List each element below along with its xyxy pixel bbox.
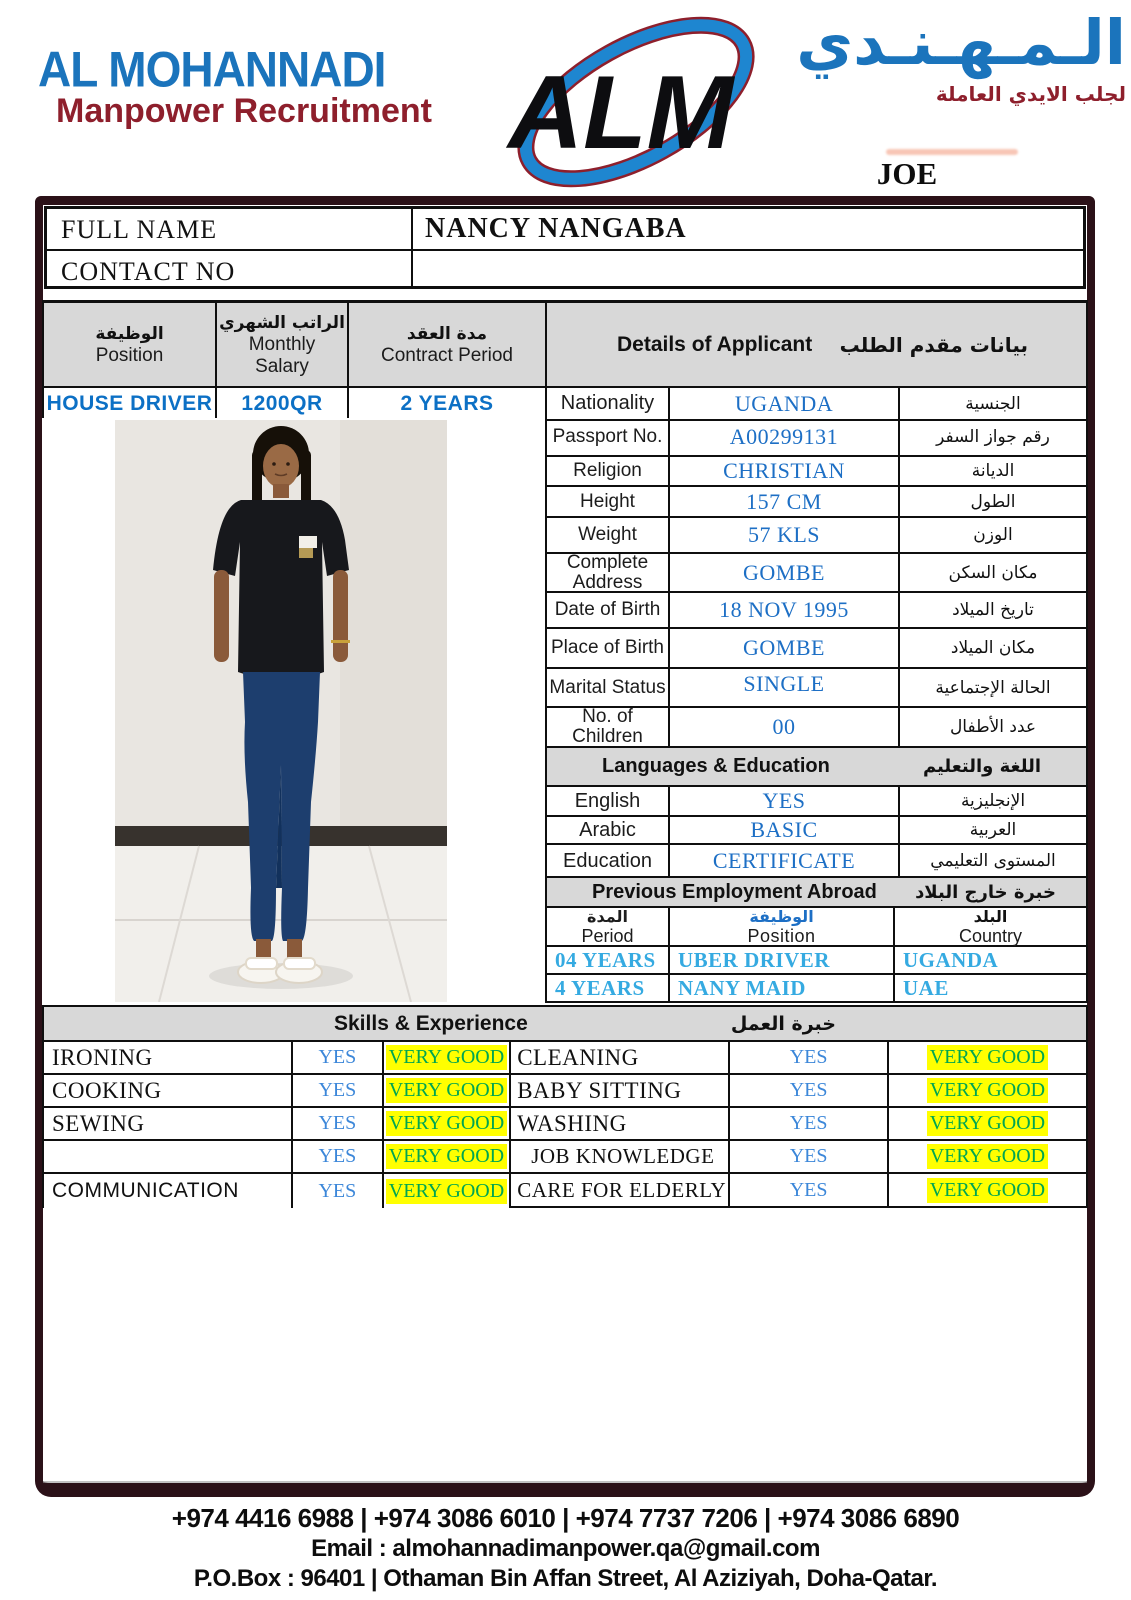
pob-label: Place of Birth [547, 629, 670, 667]
english-row [547, 787, 1086, 817]
position-header-en: Position [95, 344, 164, 366]
marital-value: SINGLE [670, 669, 900, 706]
employment-country-header: البلد Country [958, 907, 1023, 946]
english-label: English [547, 787, 670, 815]
skill-rating: VERY GOOD [384, 1174, 512, 1208]
brand-name: AL MOHANNADI [38, 41, 386, 98]
religion-row [547, 457, 1086, 487]
employment-header-ar: خبرة خارج البلاد [915, 881, 1056, 903]
employment-row-1 [547, 947, 1086, 975]
skill-rating: VERY GOOD [889, 1042, 1086, 1075]
full-name-label: FULL NAME [47, 209, 413, 249]
education-value: CERTIFICATE [670, 845, 900, 876]
height-row [547, 487, 1086, 518]
details-header-en: Details of Applicant [617, 332, 813, 356]
skill-row-ironing-cleaning [44, 1042, 1086, 1075]
employment-1-position: UBER DRIVER [670, 947, 895, 973]
contact-value [413, 251, 1083, 286]
skill-yes: YES [730, 1075, 888, 1108]
agent-name: JOE [876, 156, 938, 191]
full-name-value: NANCY NANGABA [425, 213, 687, 244]
skill-name: BABY SITTING [511, 1075, 730, 1108]
address-row [547, 551, 1086, 593]
passport-ar: رقم جواز السفر [936, 426, 1050, 447]
skill-row-cooking-babysitting [44, 1075, 1086, 1108]
weight-label: Weight [547, 518, 670, 552]
skill-rating: VERY GOOD [889, 1108, 1086, 1141]
identity-table [44, 206, 1086, 289]
employment-position-header: الوظيفة Position [670, 908, 895, 945]
employment-period-header: المدة Period [547, 908, 670, 945]
skill-name: JOB KNOWLEDGE [511, 1141, 730, 1174]
footer-phones: +974 4416 6988 | +974 3086 6010 | +974 7737 7206 | +974 3086 6890 [171, 1503, 960, 1533]
details-header-ar: بيانات مقدم الطلب [839, 332, 1028, 357]
brand-arabic-subtitle: لجلب الايدي العاملة [935, 82, 1126, 106]
erased-text-smudge [886, 149, 1018, 155]
skill-rating: VERY GOOD [889, 1075, 1086, 1108]
religion-label: Religion [547, 457, 670, 485]
salary-header-ar: الراتب الشهري [219, 312, 345, 333]
weight-ar: الوزن [973, 525, 1013, 545]
pob-row [547, 629, 1086, 669]
skill-yes: YES [730, 1042, 888, 1075]
skill-rating: VERY GOOD [889, 1174, 1086, 1208]
position-column-header [44, 303, 217, 388]
marital-ar: الحالة الإجتماعية [935, 677, 1051, 698]
skills-header-ar: خبرة العمل [730, 1012, 836, 1035]
marital-row [547, 669, 1086, 708]
skill-name: SEWING [44, 1108, 293, 1141]
skill-rating: VERY GOOD [384, 1141, 512, 1174]
full-name-row [47, 209, 1083, 249]
dob-row [547, 593, 1086, 629]
skill-yes: YES [730, 1141, 888, 1174]
skill-yes: YES [293, 1141, 384, 1174]
languages-header-ar: اللغة والتعليم [922, 756, 1041, 777]
education-label: Education [547, 845, 670, 876]
skill-yes: YES [293, 1174, 384, 1208]
salary-header-en: Monthly Salary [248, 333, 316, 377]
religion-ar: الديانة [971, 461, 1015, 481]
contract-header-ar: مدة العقد [406, 323, 488, 344]
skills-table [42, 1005, 1088, 1208]
details-of-applicant-header [547, 303, 1086, 388]
brand-arabic-block [770, 6, 1126, 106]
applicant-photo [115, 420, 447, 1002]
applicant-photo-cell [42, 418, 545, 1005]
skills-header-en: Skills & Experience [334, 1011, 528, 1035]
employment-2-country: UAE [903, 975, 949, 1000]
passport-row [547, 418, 1086, 457]
nationality-value: UGANDA [670, 388, 900, 419]
languages-header-en: Languages & Education [602, 755, 830, 777]
address-label: Complete Address [547, 554, 670, 591]
marital-label: Marital Status [547, 669, 670, 706]
education-ar: المستوى التعليمي [930, 850, 1056, 871]
arabic-value: BASIC [670, 817, 900, 843]
skill-name: WASHING [511, 1108, 730, 1141]
address-value: GOMBE [670, 554, 900, 591]
arabic-ar: العربية [969, 820, 1017, 840]
brand-arabic-name: الـمـهـنـدي [796, 6, 1126, 79]
contract-header-en: Contract Period [380, 344, 513, 366]
skill-yes: YES [293, 1075, 384, 1108]
skill-name: CLEANING [511, 1042, 730, 1075]
skill-yes: YES [730, 1174, 888, 1208]
position-header-ar: الوظيفة [95, 323, 164, 344]
skill-rating: VERY GOOD [384, 1108, 512, 1141]
skill-name: IRONING [44, 1042, 293, 1075]
skill-yes: YES [730, 1108, 888, 1141]
skill-rating: VERY GOOD [889, 1141, 1086, 1174]
passport-label: Passport No. [547, 418, 670, 455]
skill-name: CARE FOR ELDERLY [511, 1174, 730, 1208]
skill-rating: VERY GOOD [384, 1075, 512, 1108]
contract-value: 2 YEARS [349, 388, 547, 421]
previous-employment-header [547, 878, 1086, 908]
arabic-row [547, 817, 1086, 845]
languages-education-header [547, 748, 1086, 787]
english-ar: الإنجليزية [960, 791, 1026, 811]
alm-logo-swoosh [486, 6, 786, 198]
passport-value: A00299131 [670, 418, 900, 455]
dob-value: 18 NOV 1995 [670, 593, 900, 627]
weight-row [547, 518, 1086, 554]
weight-value: 57 KLS [670, 518, 900, 552]
employment-row-2 [547, 975, 1086, 1003]
skill-name: COMMUNICATION [44, 1174, 293, 1208]
employment-1-period: 04 YEARS [547, 947, 670, 973]
pob-ar: مكان الميلاد [950, 638, 1036, 658]
employment-2-period: 4 YEARS [547, 975, 670, 1001]
children-value: 00 [670, 708, 900, 746]
brand-subtitle: Manpower Recruitment [56, 92, 432, 130]
employment-header-en: Previous Employment Abroad [592, 880, 877, 903]
height-ar: الطول [970, 491, 1016, 512]
skill-name [44, 1141, 293, 1174]
footer-address: P.O.Box : 96401 | Othaman Bin Affan Street, Al Aziziyah, Doha-Qatar. [193, 1565, 938, 1592]
skill-yes: YES [293, 1042, 384, 1075]
nationality-row [547, 388, 1086, 421]
employment-1-country: UGANDA [903, 947, 999, 972]
alm-logo-text: ALM [508, 55, 734, 171]
skill-row-jobknowledge [44, 1141, 1086, 1174]
skill-yes: YES [293, 1108, 384, 1141]
alm-logo [486, 6, 786, 198]
skill-name: COOKING [44, 1075, 293, 1108]
nationality-ar: الجنسية [965, 393, 1021, 414]
children-row [547, 708, 1086, 748]
applicant-details-table [545, 418, 1088, 1003]
contact-row [47, 249, 1083, 286]
skill-row-sewing-washing [44, 1108, 1086, 1141]
employment-columns-row [547, 908, 1086, 947]
religion-value: CHRISTIAN [670, 457, 900, 485]
children-label: No. of Children [547, 708, 670, 746]
height-label: Height [547, 487, 670, 516]
arabic-label: Arabic [547, 817, 670, 843]
salary-column-header [217, 303, 349, 388]
employment-2-position: NANY MAID [670, 975, 895, 1001]
salary-value: 1200QR [217, 388, 349, 421]
dob-ar: تاريخ الميلاد [952, 600, 1034, 620]
skill-rating: VERY GOOD [384, 1042, 512, 1075]
address-ar: مكان السكن [948, 562, 1038, 583]
children-ar: عدد الأطفال [949, 717, 1037, 737]
skills-header [44, 1005, 1086, 1042]
contract-column-header [349, 303, 547, 388]
footer-email: Email : almohannadimanpower.qa@gmail.com [311, 1535, 820, 1562]
pob-value: GOMBE [670, 629, 900, 667]
position-header-table [42, 300, 1088, 421]
height-value: 157 CM [670, 487, 900, 516]
footer [0, 1502, 1131, 1594]
dob-label: Date of Birth [547, 593, 670, 627]
english-value: YES [670, 787, 900, 815]
education-row [547, 845, 1086, 878]
skill-row-communication-elderly [44, 1174, 1086, 1208]
contact-label: CONTACT NO [47, 251, 413, 286]
position-value: HOUSE DRIVER [44, 388, 217, 421]
nationality-label: Nationality [547, 388, 670, 419]
